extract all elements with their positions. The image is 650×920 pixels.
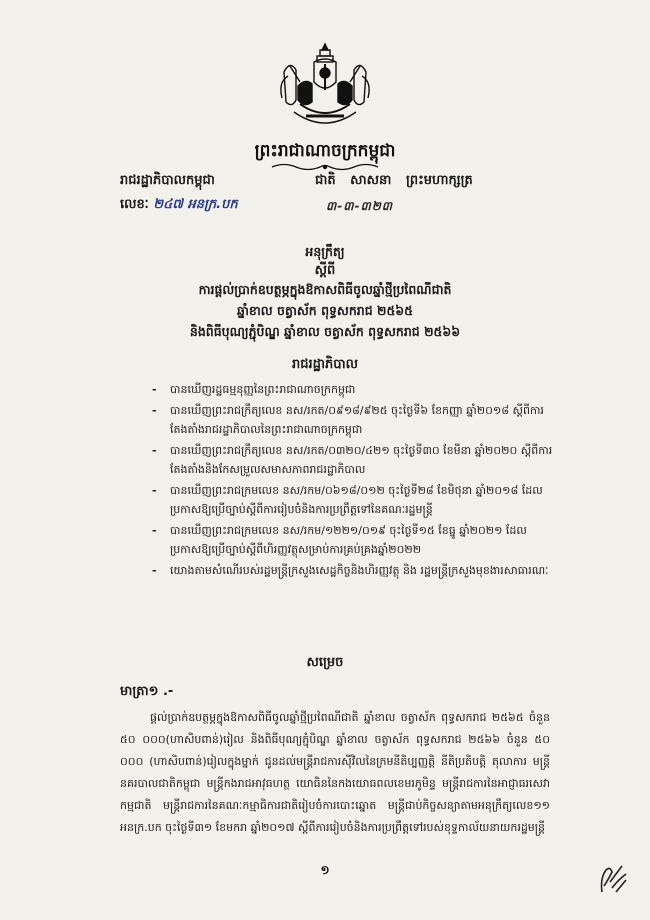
list-item: - យោងតាមសំណើរបស់រដ្ឋមន្ត្រីក្រសួងសេដ្ឋកិច្ចនិងហិរញ្ញវត្ថុ និង រដ្ឋមន្ត្រីក្រសួងមុខងារសាធារណៈ [150,561,555,580]
title-line-3: និងពិធីបុណ្យភ្ជុំបិណ្ឌ ឆ្នាំខាល ចត្វាស័ក ពុទ្ធសករាជ ២៥៦៦ [189,324,461,339]
about-label: ស្ដីពី [314,263,336,278]
title-line-2: ឆ្នាំខាល ចត្វាស័ក ពុទ្ធសករាជ ២៥៦៥ [236,303,414,318]
issue-date: ៣-៣-៣២៣ [326,199,394,213]
list-item: - បានឃើញព្រះរាជក្រមលេខ នស/រកម/០៦១៨/០១២ ចុះថ្ងៃទី២៨ ខែមិថុនា ឆ្នាំ២០១៨ ដែលប្រកាសឱ្យប្រើច្បាប់ស្ដីពីការរៀបចំនិងការប្រព្រឹត្តទៅនៃគណៈរដ្ឋមន្ត្រី [150,481,555,519]
national-motto: ជាតិ សាសនា ព្រះមហាក្សត្រ [315,173,473,188]
government-name: រាជរដ្ឋាភិបាលកម្ពុជា [120,173,215,188]
document-type: អនុក្រឹត្យ [305,244,345,259]
list-item: - បានឃើញព្រះរាជក្រមលេខ នស/រកម/១២២១/០១៩ ចុះថ្ងៃទី១៥ ខែធ្នូ ឆ្នាំ២០២១ ដែលប្រកាសឱ្យប្រើច្បាប់ស្ដីពីហិរញ្ញវត្ថុសម្រាប់ការគ្រប់គ្រងឆ្នាំ២០២២ [150,521,555,559]
handwritten-initials-icon [596,858,630,898]
number-value: ២៤៧ អនក្រ.បក [153,197,238,212]
title-line-1: ការផ្ដល់ប្រាក់ឧបត្ថម្ភក្នុងឱកាសពិធីចូលឆ្នាំថ្មីប្រពៃណីជាតិ [198,282,452,297]
royal-coat-of-arms-icon [276,42,374,132]
document-number [120,196,238,215]
list-item: - បានឃើញព្រះរាជក្រឹត្យលេខ នស/រកត/០៩១៨/៩២៥ ចុះថ្ងៃទី៦ ខែកញ្ញា ឆ្នាំ២០១៨ ស្ដីពីការតែងតាំងរាជរដ្ឋាភិបាលនៃព្រះរាជាណាចក្រកម្ពុជា [150,401,555,439]
list-item: - បានឃើញព្រះរាជក្រឹត្យលេខ នស/រកត/០៣២០/៤២១ ចុះថ្ងៃទី៣០ ខែមីនា ឆ្នាំ២០២០ ស្ដីពីការតែងតាំងនិងកែសម្រួលសមាសភាពរាជរដ្ឋាភិបាល [150,441,555,479]
considerations-list [150,380,555,582]
issuer-heading: រាជរដ្ឋាភិបាល [291,357,358,372]
kingdom-title: ព្រះរាជាណាចក្រកម្ពុជា [254,141,396,161]
number-label: លេខៈ [120,197,149,212]
list-item: - បានឃើញរដ្ឋធម្មនុញ្ញនៃព្រះរាជាណាចក្រកម្ពុជា [150,380,555,399]
decision-heading: សម្រេច [306,655,344,670]
article-1-paragraph: ផ្ដល់ប្រាក់ឧបត្ថម្ភក្នុងឱកាសពិធីចូលឆ្នាំថ្មីប្រពៃណីជាតិ ឆ្នាំខាល ចត្វាស័ក ពុទ្ធសករាជ ២៥៦៥ ចំនួន ៥០ ០០០(ហាសិបពាន់)រៀល និងពិធីបុណ្យភ្ជុំបិណ្ឌ ឆ្នាំខាល ចត្វាស័ក ពុទ្ធសករាជ ២៥៦៦ ចំនួន ៥០ ០០០ (ហាសិបពាន់)រៀលក្នុងម្នាក់ ជូនដល់មន្ត្រីរាជការស៊ីវិលនៃក្រមនីតិប្បញ្ញត្តិ នីតិប្រតិបត្តិ តុលាការ មន្ត្រីនគរបាលជាតិកម្ពុជា មន្ត្រីកងរាជអាវុធហត្ថ យោធិននៃកងយោធពលខេមរភូមិន្ទ មន្ត្រីរាជការនៃអាជ្ញាធរសេវាកម្មជាតិ មន្ត្រីរាជការនៃគណៈកម្មាធិការជាតិរៀបចំការបោះឆ្នោត មន្ត្រីជាប់កិច្ចសន្យាតាមអនុក្រឹត្យលេខ១១ អនក្រ.បក ចុះថ្ងៃទី៣១ ខែមករា ឆ្នាំ២០១៧ ស្ដីពីការរៀបចំនិងការប្រព្រឹត្តទៅរបស់ខុទ្ទកាល័យនាយករដ្ឋមន្ត្រី [120,711,550,834]
page-number: ១ [320,863,330,877]
article-1-heading: មាត្រា១ .- [120,684,174,699]
ornament-divider-icon [270,162,380,172]
